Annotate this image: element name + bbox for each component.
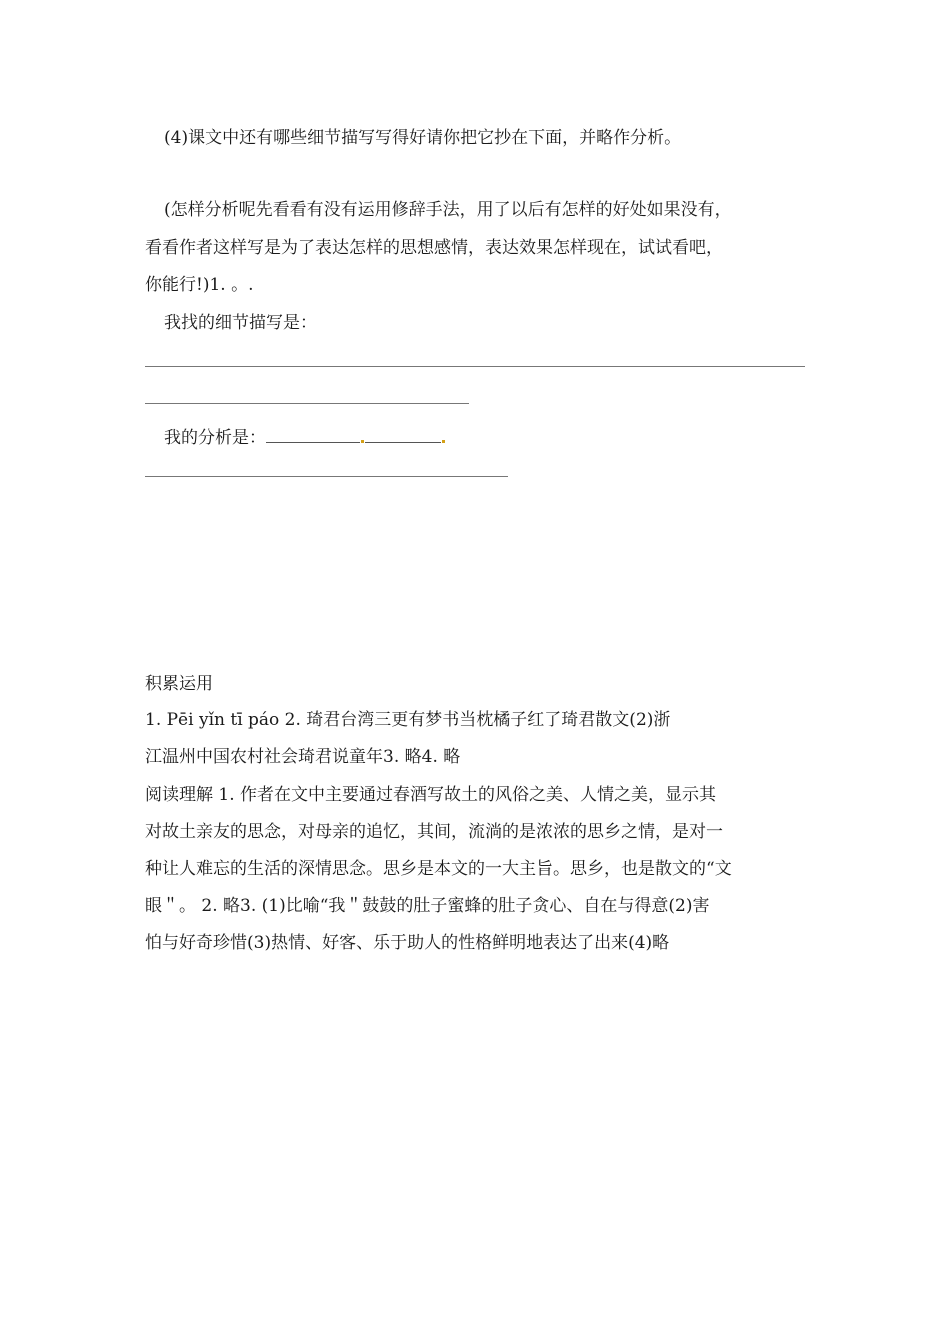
hint-line-1: (怎样分析呢先看看有没有运用修辞手法，用了以后有怎样的好处如果没有， (164, 200, 732, 220)
analysis-blank-1[interactable] (266, 424, 360, 443)
answer-line-1: 1. Pēi yǐn tī páo 2. 琦君台湾三更有梦书当枕橘子红了琦君散文(2)浙 (145, 710, 671, 730)
question-prompt: (4)课文中还有哪些细节描写写得好请你把它抄在下面，并略作分析。 (164, 128, 682, 148)
section-title: 积累运用 (145, 674, 213, 694)
answer-line-3: 阅读理解 1. 作者在文中主要通过春酒写故土的风俗之美、人情之美，显示其 (145, 785, 717, 805)
blank-marker-dot (361, 440, 364, 443)
answer-line-2: 江温州中国农村社会琦君说童年3. 略4. 略 (145, 747, 461, 767)
analysis-blank-2[interactable] (365, 424, 441, 443)
answer-line-7: 怕与好奇珍惜(3)热情、好客、乐于助人的性格鲜明地表达了出来(4)略 (145, 933, 670, 953)
detail-label: 我找的细节描写是： (164, 313, 317, 333)
answer-rule-1 (145, 366, 805, 367)
hint-line-2: 看看作者这样写是为了表达怎样的思想感情，表达效果怎样现在，试试看吧， (145, 238, 723, 258)
analysis-line (164, 424, 446, 448)
analysis-label: 我的分析是： (164, 428, 266, 448)
answer-line-5: 种让人难忘的生活的深情思念。思乡是本文的一大主旨。思乡，也是散文的“文 (145, 859, 732, 879)
hint-line-3: 你能行!)1. 。. (145, 275, 254, 295)
answer-line-6: 眼＂。 2. 略3. (1)比喻“我＂鼓鼓的肚子蜜蜂的肚子贪心、自在与得意(2)害 (145, 896, 710, 916)
answer-line-4: 对故土亲友的思念，对母亲的追忆，其间，流淌的是浓浓的思乡之情，是对一 (145, 822, 723, 842)
answer-rule-3 (145, 476, 508, 477)
blank-marker-dot (442, 440, 445, 443)
answer-rule-2 (145, 403, 469, 404)
